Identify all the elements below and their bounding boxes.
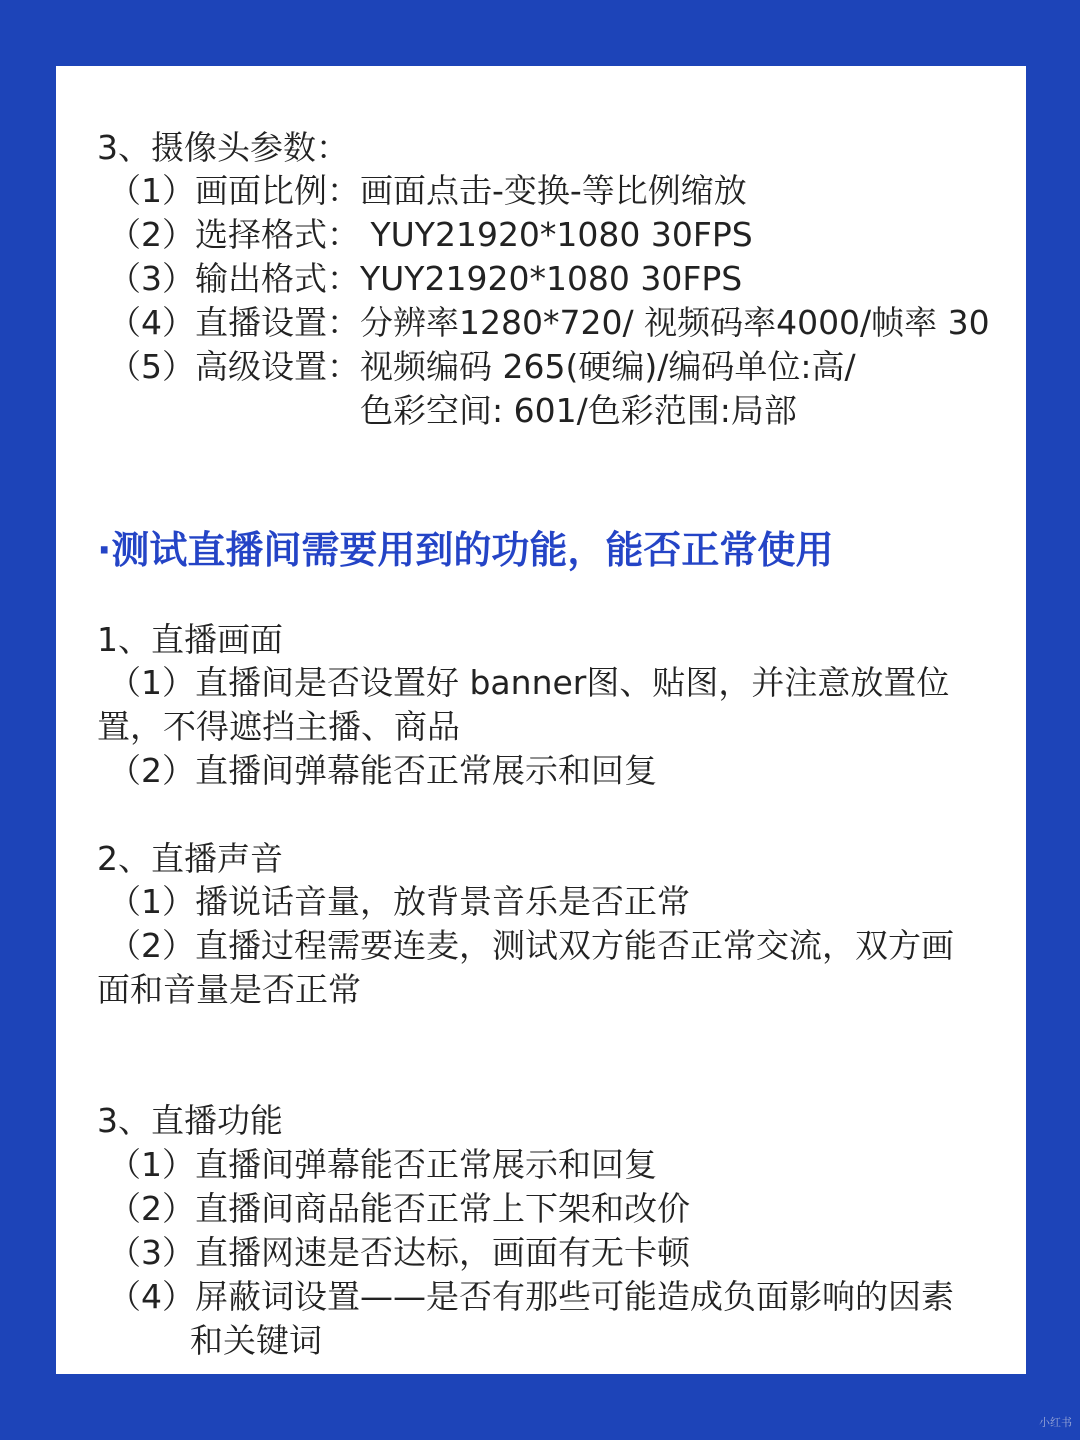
section2-item-2: （2）直播过程需要连麦，测试双方能否正常交流，双方画 [108,926,954,965]
camera-item-1: （1）画面比例：画面点击-变换-等比例缩放 [108,171,747,210]
camera-item-5: （5）高级设置：视频编码 265(硬编)/编码单位:高/ [108,347,856,386]
section-headline: ·测试直播间需要用到的功能，能否正常使用 [97,528,834,572]
section2-heading: 2、直播声音 [97,839,283,878]
section1-item-2: （2）直播间弹幕能否正常展示和回复 [108,751,657,790]
camera-item-3: （3）输出格式：YUY21920*1080 30FPS [108,259,743,298]
section3-item-4-continuation: 和关键词 [190,1321,322,1360]
watermark-logo: 小红书 [1039,1416,1072,1429]
section3-item-1: （1）直播间弹幕能否正常展示和回复 [108,1145,657,1184]
section1-item-1-continuation: 置，不得遮挡主播、商品 [97,707,460,746]
section3-heading: 3、直播功能 [97,1101,283,1140]
section3-item-3: （3）直播网速是否达标，画面有无卡顿 [108,1233,690,1272]
camera-item-5-continuation: 色彩空间: 601/色彩范围:局部 [360,391,797,430]
section1-item-1: （1）直播间是否设置好 banner图、贴图，并注意放置位 [108,663,950,702]
camera-item-2: （2）选择格式： YUY21920*1080 30FPS [108,215,753,254]
camera-item-4: （4）直播设置：分辨率1280*720/ 视频码率4000/帧率 30 [108,303,990,342]
section3-item-2: （2）直播间商品能否正常上下架和改价 [108,1189,690,1228]
section1-heading: 1、直播画面 [97,620,283,659]
camera-heading: 3、摄像头参数： [97,128,349,167]
section2-item-1: （1）播说话音量，放背景音乐是否正常 [108,882,690,921]
section2-item-2-continuation: 面和音量是否正常 [97,970,361,1009]
section3-item-4: （4）屏蔽词设置——是否有那些可能造成负面影响的因素 [108,1277,954,1316]
